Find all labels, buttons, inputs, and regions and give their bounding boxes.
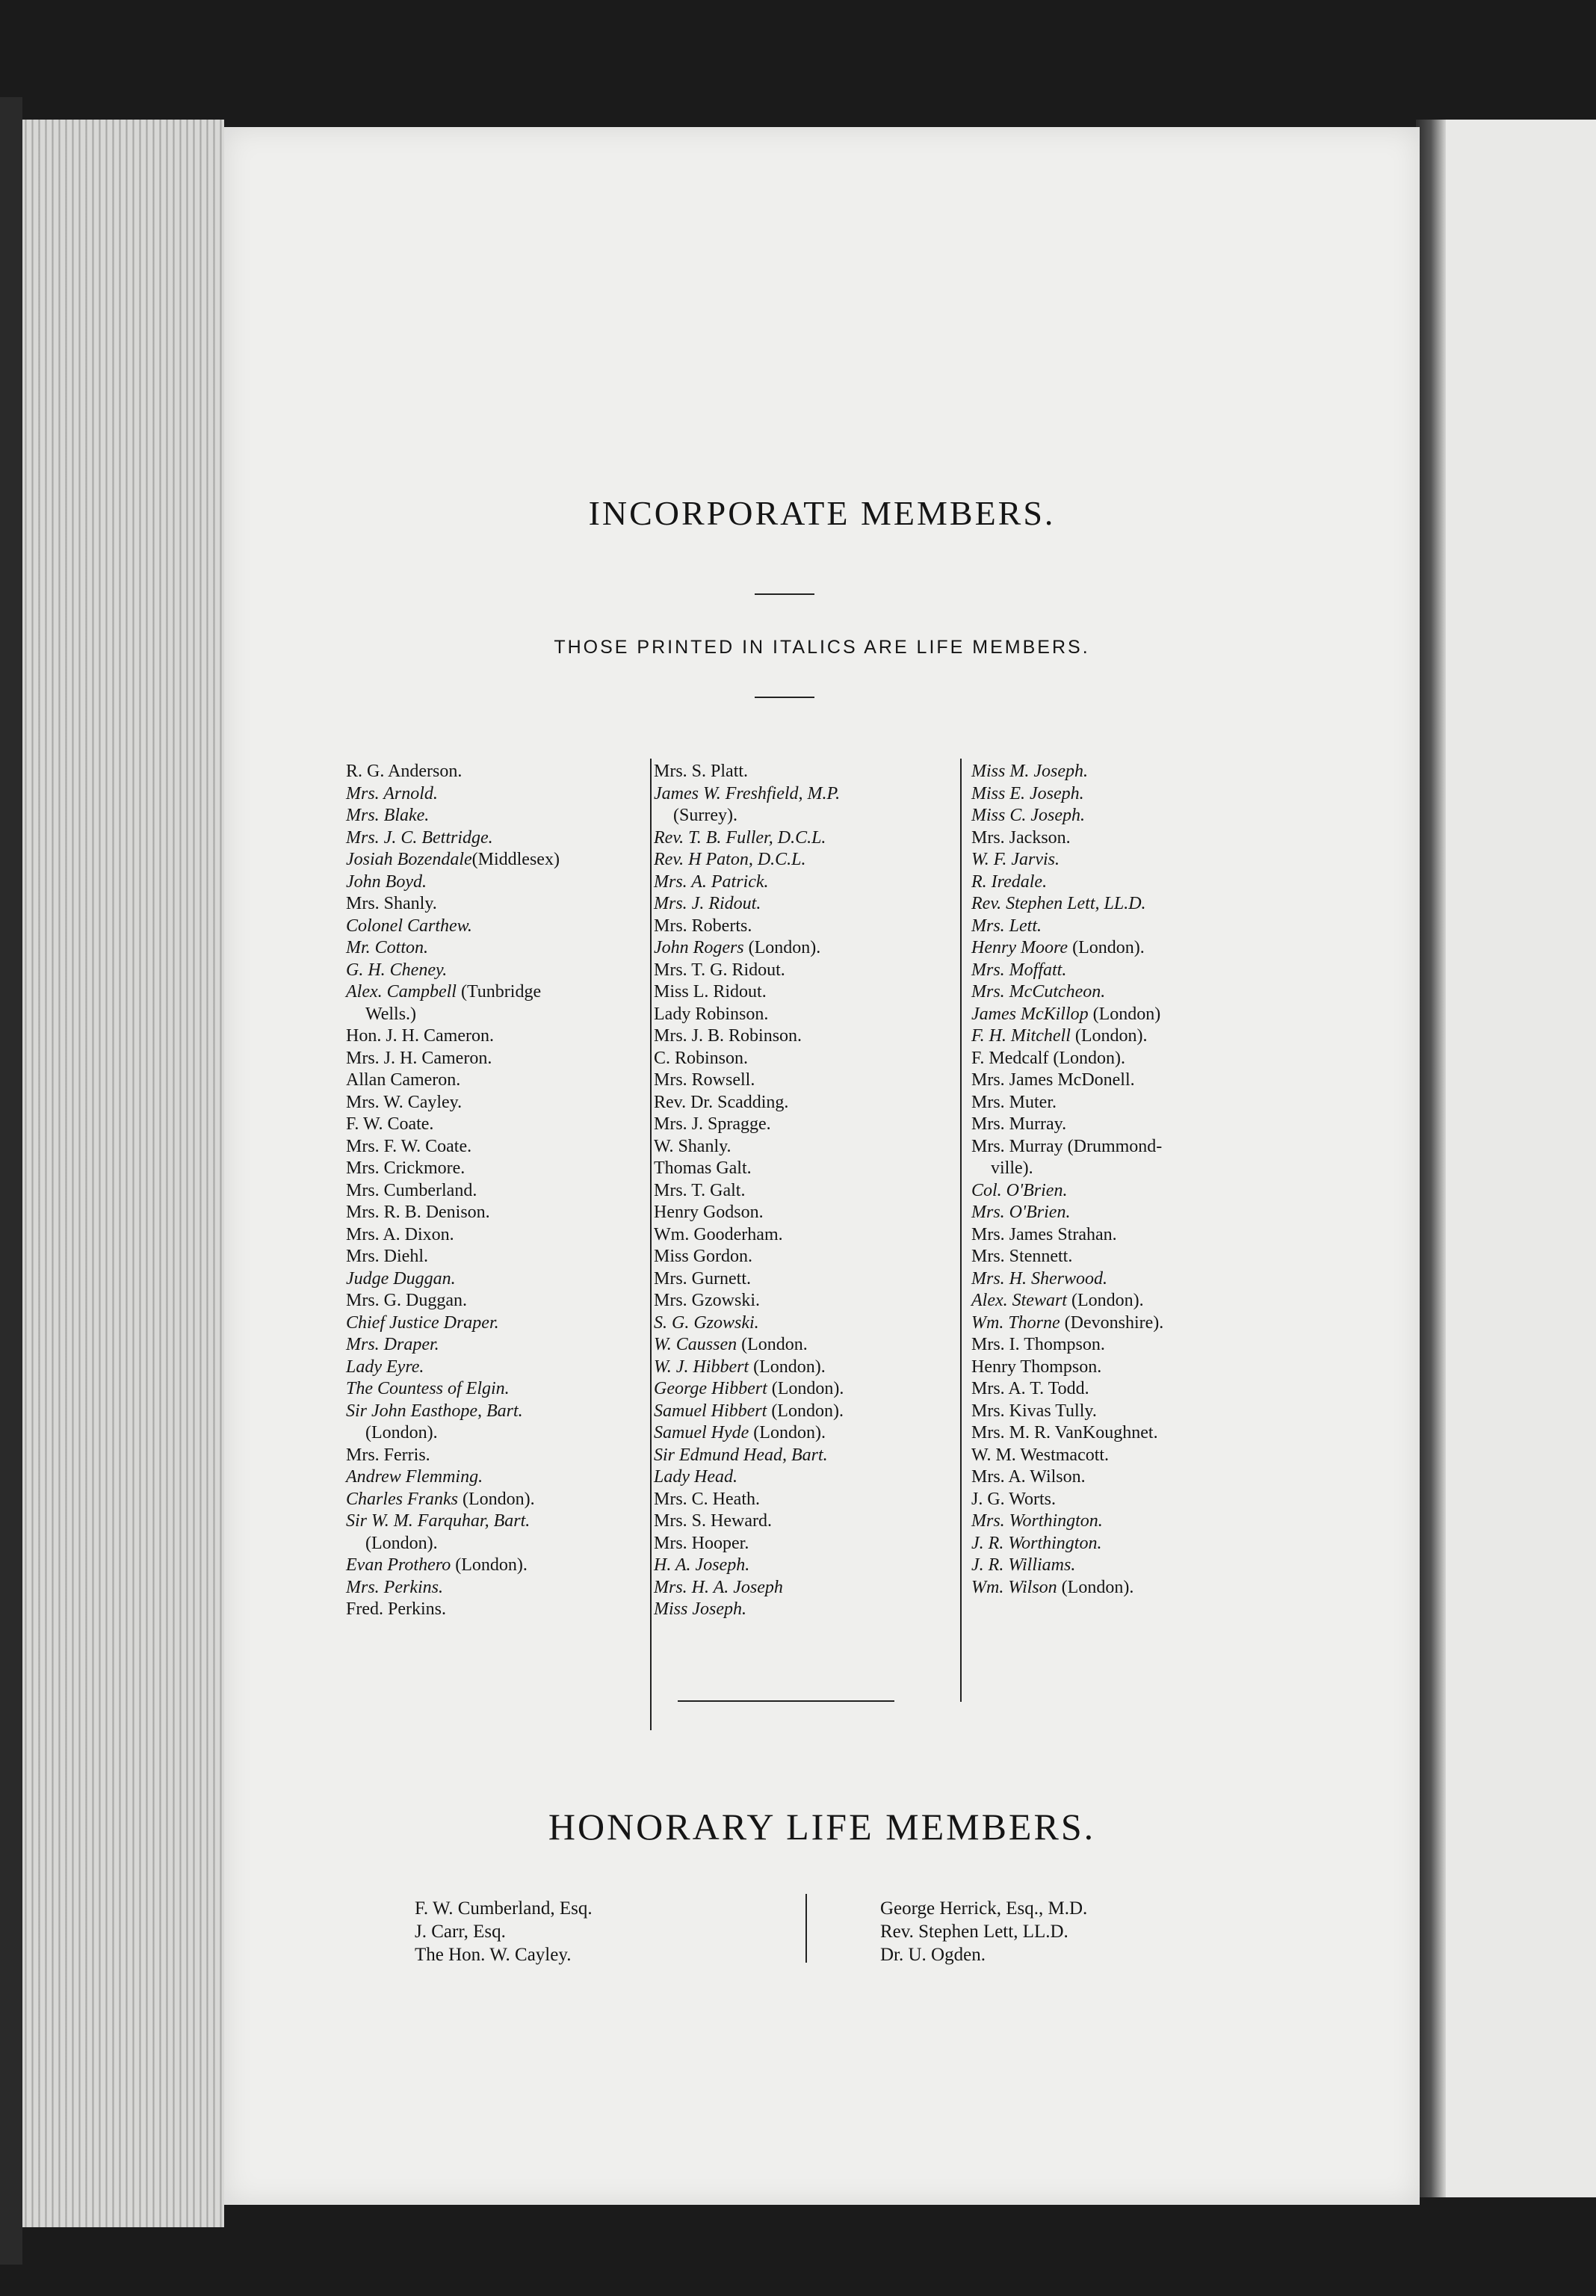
- member-name: J. R. Williams.: [971, 1555, 1076, 1575]
- member-name: Mrs. Diehl.: [346, 1247, 428, 1266]
- member-name: J. R. Worthington.: [971, 1533, 1102, 1553]
- member-name: Mrs. A. T. Todd.: [971, 1379, 1089, 1398]
- honorary-column-left: [415, 1897, 593, 1966]
- member-entry: [971, 849, 1285, 871]
- member-entry: [346, 960, 645, 982]
- honorary-member: F. W. Cumberland, Esq.: [415, 1898, 593, 1919]
- member-name: Sir John Easthope, Bart.: [346, 1401, 523, 1421]
- member-name: H. A. Joseph.: [654, 1555, 750, 1575]
- member-entry: [346, 1136, 645, 1158]
- member-name: W. F. Jarvis.: [971, 850, 1060, 869]
- member-name: Miss C. Joseph.: [971, 806, 1085, 825]
- member-entry: [971, 1268, 1285, 1291]
- member-name: Col. O'Brien.: [971, 1180, 1068, 1200]
- member-name: Mrs. H. Sherwood.: [971, 1268, 1108, 1289]
- member-entry: [971, 1401, 1285, 1423]
- member-name: Mrs. M. R. VanKoughnet.: [971, 1423, 1158, 1442]
- member-name: Mr. Cotton.: [346, 938, 429, 957]
- member-entry: [346, 761, 645, 783]
- member-entry: [654, 1489, 960, 1511]
- members-column-2: [654, 761, 960, 1621]
- member-entry: [654, 1158, 960, 1180]
- member-name: Mrs. Jackson.: [971, 827, 1071, 848]
- member-entry: [654, 1246, 960, 1268]
- member-entry: [971, 1577, 1285, 1599]
- honorary-title: HONORARY LIFE MEMBERS.: [548, 1806, 1096, 1848]
- member-name: W. J. Hibbert: [654, 1357, 749, 1377]
- member-name: Mrs. R. B. Denison.: [346, 1203, 490, 1222]
- member-name: Mrs. Gurnett.: [654, 1268, 751, 1289]
- member-entry: [654, 827, 960, 850]
- member-name: Miss E. Joseph.: [971, 783, 1084, 803]
- book-gutter: [1416, 120, 1446, 2197]
- member-entry: [346, 1070, 645, 1092]
- member-name: Mrs. A. Patrick.: [654, 871, 769, 892]
- member-entry: [971, 1004, 1285, 1026]
- member-name: Mrs. A. Dixon.: [346, 1224, 454, 1244]
- member-name: Fred. Perkins.: [346, 1599, 446, 1619]
- member-entry: [654, 1224, 960, 1247]
- member-entry: [971, 981, 1285, 1004]
- member-name: Rev. T. B. Fuller, D.C.L.: [654, 827, 826, 848]
- member-name: Josiah Bozendale: [346, 850, 472, 869]
- member-name: Alex. Campbell: [346, 982, 457, 1002]
- member-location: (London).: [767, 1379, 844, 1398]
- member-entry: [346, 1312, 645, 1335]
- member-entry: [346, 981, 645, 1004]
- member-entry: [971, 960, 1285, 982]
- member-name: Mrs. J. H. Cameron.: [346, 1048, 492, 1068]
- member-name: Wm. Gooderham.: [654, 1224, 783, 1244]
- member-name: Henry Moore: [971, 938, 1068, 957]
- member-entry: [346, 1180, 645, 1203]
- member-location: (London).: [767, 1401, 844, 1421]
- member-entry: [346, 1378, 645, 1401]
- members-column-1: [346, 761, 645, 1621]
- member-entry: [654, 1334, 960, 1357]
- member-entry: [346, 1092, 645, 1114]
- member-entry: [654, 783, 960, 806]
- member-entry: [346, 1246, 645, 1268]
- member-name: Mrs. Ferris.: [346, 1445, 430, 1465]
- member-location: (Devonshire).: [1060, 1312, 1164, 1333]
- member-entry: [654, 1533, 960, 1555]
- member-location: (London).: [749, 1357, 826, 1377]
- member-name: Lady Robinson.: [654, 1004, 769, 1024]
- member-name: S. G. Gzowski.: [654, 1312, 759, 1333]
- member-name: Miss M. Joseph.: [971, 762, 1088, 781]
- member-entry: [654, 1599, 960, 1621]
- member-entry: [971, 1378, 1285, 1401]
- title-rule: [755, 593, 814, 595]
- member-name: (Surrey).: [673, 806, 737, 825]
- member-entry: [346, 871, 645, 894]
- member-name: Mrs. G. Duggan.: [346, 1291, 467, 1310]
- member-name: Wm. Thorne: [971, 1312, 1060, 1333]
- member-entry: [654, 1555, 960, 1577]
- member-name: Lady Eyre.: [346, 1357, 424, 1377]
- member-entry: [654, 981, 960, 1004]
- member-name: Mrs. Murray (Drummond-: [971, 1136, 1163, 1156]
- member-entry: [346, 1268, 645, 1291]
- honorary-divider: [805, 1894, 807, 1963]
- member-entry: [346, 1048, 645, 1070]
- member-name: ville).: [991, 1158, 1033, 1178]
- member-entry: [654, 916, 960, 938]
- member-location: (London).: [451, 1555, 528, 1575]
- member-name: Mrs. H. A. Joseph: [654, 1577, 783, 1597]
- book-page-edges: [0, 120, 224, 2227]
- member-location: (London).: [1057, 1577, 1134, 1597]
- member-entry: [971, 1180, 1285, 1203]
- member-entry: [346, 1489, 645, 1511]
- member-entry: [971, 1555, 1285, 1577]
- member-entry: [346, 805, 645, 827]
- member-entry: [971, 1224, 1285, 1247]
- member-name: Mrs. Shanly.: [346, 894, 437, 913]
- member-name: Wm. Wilson: [971, 1577, 1057, 1597]
- member-name: Rev. Stephen Lett, LL.D.: [971, 894, 1146, 913]
- member-name: Rev. H Paton, D.C.L.: [654, 850, 806, 869]
- member-entry: [971, 1489, 1285, 1511]
- member-entry: [971, 1158, 1285, 1180]
- member-name: Mrs. James McDonell.: [971, 1070, 1135, 1090]
- member-location: (London).: [458, 1489, 535, 1509]
- member-entry: [971, 1510, 1285, 1533]
- member-entry: [654, 1357, 960, 1379]
- member-location: (London).: [743, 938, 821, 957]
- member-name: Mrs. Blake.: [346, 806, 430, 825]
- member-entry: [654, 1136, 960, 1158]
- member-name: F. W. Coate.: [346, 1114, 434, 1134]
- member-entry: [346, 783, 645, 806]
- member-name: Miss Gordon.: [654, 1247, 753, 1266]
- member-name: Mrs. Worthington.: [971, 1511, 1103, 1531]
- member-entry: [654, 871, 960, 894]
- member-name: John Boyd.: [346, 871, 427, 892]
- member-entry: [971, 783, 1285, 806]
- member-name: Mrs. Hooper.: [654, 1533, 749, 1553]
- member-name: Mrs. McCutcheon.: [971, 982, 1106, 1002]
- member-name: R. G. Anderson.: [346, 762, 463, 781]
- member-entry: [654, 1180, 960, 1203]
- member-name: Charles Franks: [346, 1489, 458, 1509]
- member-name: Judge Duggan.: [346, 1268, 456, 1289]
- member-location: (London.: [737, 1335, 808, 1354]
- member-entry: [971, 1422, 1285, 1445]
- member-name: (London).: [365, 1533, 438, 1553]
- member-entry: [654, 1577, 960, 1599]
- member-name: Mrs. Arnold.: [346, 783, 438, 803]
- member-location: (London).: [1070, 1026, 1148, 1046]
- member-entry: [346, 1224, 645, 1247]
- member-entry: [971, 827, 1285, 850]
- member-entry: [971, 1114, 1285, 1136]
- member-name: Mrs. A. Wilson.: [971, 1467, 1086, 1487]
- member-entry: [346, 893, 645, 916]
- member-entry: [346, 1334, 645, 1357]
- member-entry: [654, 1268, 960, 1291]
- member-entry: [346, 937, 645, 960]
- member-entry: [654, 1290, 960, 1312]
- member-entry: [654, 960, 960, 982]
- member-entry: [654, 805, 960, 827]
- member-entry: [346, 1445, 645, 1467]
- member-name: Mrs. James Strahan.: [971, 1224, 1117, 1244]
- member-entry: [654, 1378, 960, 1401]
- honorary-member: George Herrick, Esq., M.D.: [880, 1898, 1088, 1919]
- member-name: Mrs. F. W. Coate.: [346, 1136, 472, 1156]
- member-name: Mrs. T. Galt.: [654, 1180, 746, 1200]
- member-name: (London).: [365, 1423, 438, 1442]
- honorary-member: Rev. Stephen Lett, LL.D.: [880, 1922, 1068, 1942]
- member-name: Allan Cameron.: [346, 1070, 461, 1090]
- member-name: C. Robinson.: [654, 1048, 749, 1068]
- member-entry: [971, 1025, 1285, 1048]
- honorary-member: Dr. U. Ogden.: [880, 1945, 986, 1965]
- honorary-column-right: [880, 1897, 1087, 1966]
- member-entry: [346, 1422, 645, 1445]
- member-name: F. H. Mitchell: [971, 1026, 1071, 1046]
- subtitle-rule: [755, 697, 814, 698]
- member-name: Mrs. W. Cayley.: [346, 1092, 463, 1112]
- member-name: Mrs. S. Platt.: [654, 762, 749, 781]
- member-entry: [971, 1246, 1285, 1268]
- member-entry: [971, 1092, 1285, 1114]
- member-name: Thomas Galt.: [654, 1158, 752, 1178]
- column-divider-2: [960, 759, 962, 1702]
- member-entry: [654, 1070, 960, 1092]
- member-name: Mrs. Draper.: [346, 1335, 439, 1354]
- member-entry: [654, 1312, 960, 1335]
- member-name: Mrs. J. C. Bettridge.: [346, 827, 493, 848]
- member-name: Mrs. Moffatt.: [971, 960, 1067, 980]
- member-entry: [971, 1445, 1285, 1467]
- member-name: Sir Edmund Head, Bart.: [654, 1445, 828, 1465]
- member-entry: [346, 1290, 645, 1312]
- member-entry: [971, 871, 1285, 894]
- member-name: R. Iredale.: [971, 871, 1048, 892]
- member-entry: [346, 1004, 645, 1026]
- member-name: Mrs. I. Thompson.: [971, 1335, 1105, 1354]
- member-entry: [346, 1025, 645, 1048]
- member-location: (London).: [1068, 938, 1145, 957]
- member-name: Mrs. Rowsell.: [654, 1070, 755, 1090]
- member-entry: [654, 1025, 960, 1048]
- member-name: Chief Justice Draper.: [346, 1312, 499, 1333]
- member-name: Mrs. Kivas Tully.: [971, 1401, 1097, 1421]
- members-column-3: [971, 761, 1285, 1599]
- member-entry: [654, 1466, 960, 1489]
- member-name: W. Caussen: [654, 1335, 737, 1354]
- member-name: Mrs. Crickmore.: [346, 1158, 466, 1178]
- member-entry: [346, 916, 645, 938]
- member-name: Mrs. Roberts.: [654, 916, 752, 936]
- member-entry: [971, 805, 1285, 827]
- book-page: [224, 127, 1420, 2205]
- member-entry: [654, 761, 960, 783]
- member-name: Miss L. Ridout.: [654, 982, 767, 1002]
- member-name: Mrs. J. B. Robinson.: [654, 1026, 802, 1046]
- member-entry: [654, 1422, 960, 1445]
- member-name: Mrs. S. Heward.: [654, 1511, 772, 1531]
- page-title: INCORPORATE MEMBERS.: [588, 494, 1056, 532]
- member-entry: [346, 827, 645, 850]
- member-name: Mrs. Cumberland.: [346, 1180, 477, 1200]
- member-name: Mrs. Perkins.: [346, 1577, 443, 1597]
- member-entry: [346, 1577, 645, 1599]
- member-entry: [346, 1510, 645, 1533]
- member-name: Alex. Stewart: [971, 1291, 1067, 1310]
- member-name: Mrs. O'Brien.: [971, 1203, 1071, 1222]
- member-entry: [971, 937, 1285, 960]
- member-name: Evan Prothero: [346, 1555, 451, 1575]
- member-name: Mrs. Murray.: [971, 1114, 1067, 1134]
- section-divider: [678, 1700, 894, 1702]
- member-entry: [971, 1290, 1285, 1312]
- member-entry: [654, 1510, 960, 1533]
- honorary-member: The Hon. W. Cayley.: [415, 1945, 572, 1965]
- member-entry: [971, 1533, 1285, 1555]
- member-entry: [654, 849, 960, 871]
- member-location: (London): [1088, 1004, 1161, 1024]
- member-name: John Rogers: [654, 938, 744, 957]
- column-divider-1: [650, 759, 652, 1730]
- member-name: Samuel Hibbert: [654, 1401, 767, 1421]
- member-entry: [654, 1004, 960, 1026]
- member-entry: [346, 1555, 645, 1577]
- member-entry: [346, 1401, 645, 1423]
- member-name: J. G. Worts.: [971, 1489, 1056, 1509]
- member-name: Mrs. T. G. Ridout.: [654, 960, 785, 980]
- member-entry: [346, 1114, 645, 1136]
- member-entry: [971, 893, 1285, 916]
- member-entry: [971, 1466, 1285, 1489]
- member-entry: [346, 1466, 645, 1489]
- member-location: (Tunbridge: [456, 982, 542, 1002]
- member-name: Henry Godson.: [654, 1203, 764, 1222]
- page-subtitle: THOSE PRINTED IN ITALICS ARE LIFE MEMBERS.: [554, 637, 1090, 658]
- member-entry: [346, 1158, 645, 1180]
- member-entry: [654, 1445, 960, 1467]
- member-entry: [971, 1334, 1285, 1357]
- member-name: James McKillop: [971, 1004, 1089, 1024]
- member-name: Henry Thompson.: [971, 1357, 1102, 1377]
- member-name: Colonel Carthew.: [346, 916, 472, 936]
- member-location: (Middlesex): [471, 850, 560, 869]
- member-name: G. H. Cheney.: [346, 960, 448, 980]
- member-entry: [346, 1533, 645, 1555]
- member-name: Rev. Dr. Scadding.: [654, 1092, 789, 1112]
- member-entry: [654, 1202, 960, 1224]
- member-entry: [346, 1357, 645, 1379]
- member-entry: [971, 1312, 1285, 1335]
- honorary-member: J. Carr, Esq.: [415, 1922, 506, 1942]
- member-entry: [654, 1114, 960, 1136]
- member-entry: [971, 1048, 1285, 1070]
- member-name: Samuel Hyde: [654, 1423, 749, 1442]
- member-name: Mrs. J. Ridout.: [654, 894, 761, 913]
- member-entry: [654, 937, 960, 960]
- member-entry: [971, 1136, 1285, 1158]
- member-location: (London).: [749, 1423, 826, 1442]
- member-entry: [654, 1048, 960, 1070]
- member-name: Sir W. M. Farquhar, Bart.: [346, 1511, 531, 1531]
- member-entry: [971, 1070, 1285, 1092]
- member-name: Mrs. Muter.: [971, 1092, 1057, 1112]
- member-entry: [971, 761, 1285, 783]
- member-entry: [346, 1599, 645, 1621]
- member-name: Lady Head.: [654, 1467, 737, 1487]
- member-entry: [654, 1092, 960, 1114]
- member-location: (London).: [1066, 1291, 1144, 1310]
- member-name: George Hibbert: [654, 1379, 767, 1398]
- member-entry: [971, 916, 1285, 938]
- member-name: Mrs. J. Spragge.: [654, 1114, 771, 1134]
- member-entry: [971, 1357, 1285, 1379]
- member-name: Wells.): [365, 1004, 417, 1024]
- member-name: Hon. J. H. Cameron.: [346, 1026, 494, 1046]
- member-entry: [654, 1401, 960, 1423]
- member-name: Andrew Flemming.: [346, 1467, 483, 1487]
- member-name: Mrs. Gzowski.: [654, 1291, 760, 1310]
- book-binding-shadow: [0, 97, 22, 2265]
- member-name: W. M. Westmacott.: [971, 1445, 1110, 1465]
- member-name: Mrs. Stennett.: [971, 1247, 1073, 1266]
- member-entry: [654, 893, 960, 916]
- member-name: James W. Freshfield, M.P.: [654, 783, 841, 803]
- member-name: Mrs. Lett.: [971, 916, 1042, 936]
- member-name: Mrs. C. Heath.: [654, 1489, 760, 1509]
- member-entry: [971, 1202, 1285, 1224]
- member-name: F. Medcalf (London).: [971, 1048, 1126, 1068]
- member-name: Miss Joseph.: [654, 1599, 746, 1619]
- member-entry: [346, 849, 645, 871]
- member-name: The Countess of Elgin.: [346, 1379, 510, 1398]
- member-name: W. Shanly.: [654, 1136, 732, 1156]
- member-entry: [346, 1202, 645, 1224]
